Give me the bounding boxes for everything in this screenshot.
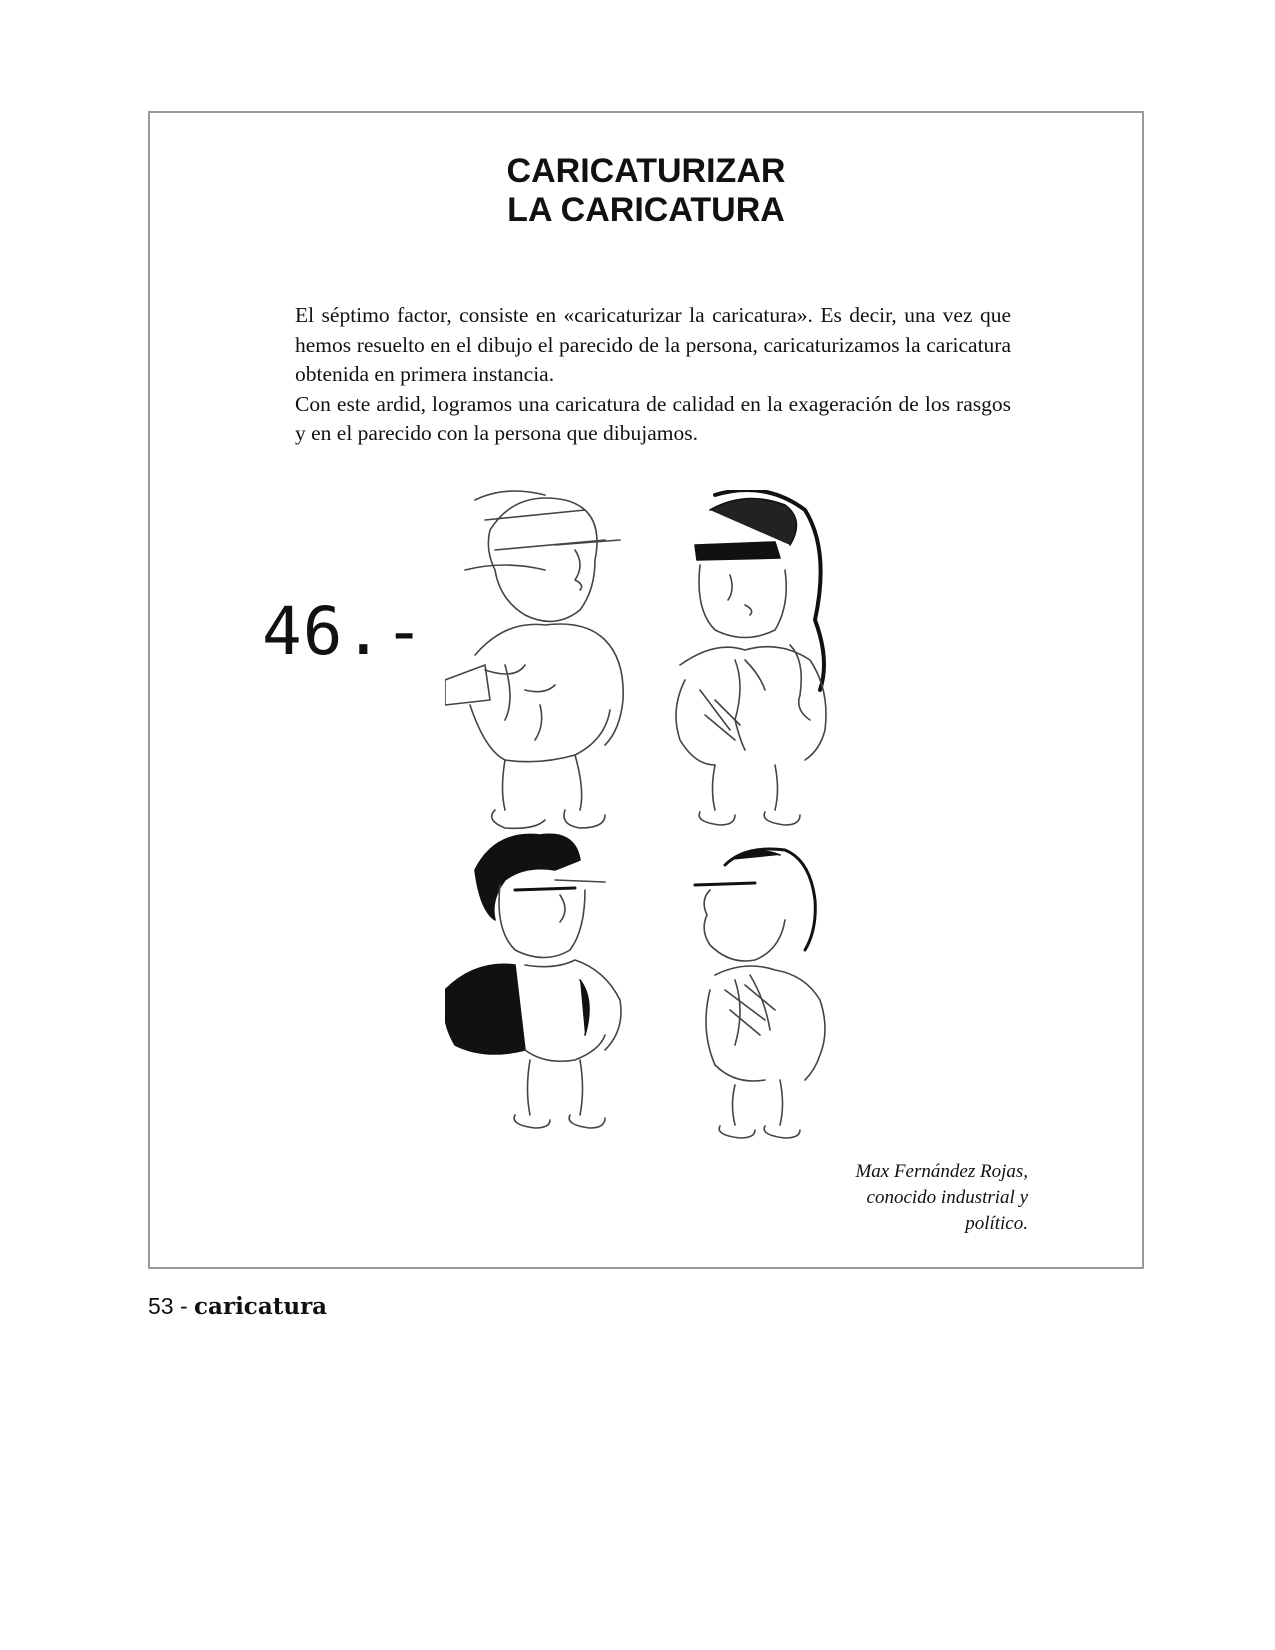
paragraph-2: Con este ardid, logramos una caricatura de calidad en la exageración de los rasgos y en el parecido con la persona que dibujamos. [295, 391, 1011, 445]
paragraph-1: El séptimo factor, consiste en «caricaturizar la caricatura». Es decir, una vez que hemos resuelto en el dibujo el parecido de la persona, caricaturizamos la caricatura obtenida en primera instancia. [295, 303, 1011, 386]
page-number: 53 [148, 1293, 174, 1319]
caption-line-1: Max Fernández Rojas, [855, 1161, 1028, 1182]
page-footer [148, 1291, 327, 1322]
line-figure-4 [695, 849, 825, 1138]
title-line-2: LA CARICATURA [507, 191, 785, 229]
figure-caption [760, 1159, 1028, 1237]
title-line-1: CARICATURIZAR [506, 152, 786, 190]
bold-figure-3 [445, 834, 621, 1128]
book-title: caricatura [194, 1293, 328, 1320]
caricature-illustration [445, 490, 875, 1190]
caption-line-2: conocido industrial y [866, 1187, 1028, 1208]
body-text [295, 301, 1011, 449]
footer-separator: - [173, 1293, 195, 1319]
figure-number: 46.- [262, 593, 425, 670]
page-title [148, 152, 1144, 230]
caption-line-3: político. [965, 1213, 1028, 1234]
sketch-figure-1 [445, 491, 623, 828]
detailed-figure-2 [676, 490, 826, 825]
